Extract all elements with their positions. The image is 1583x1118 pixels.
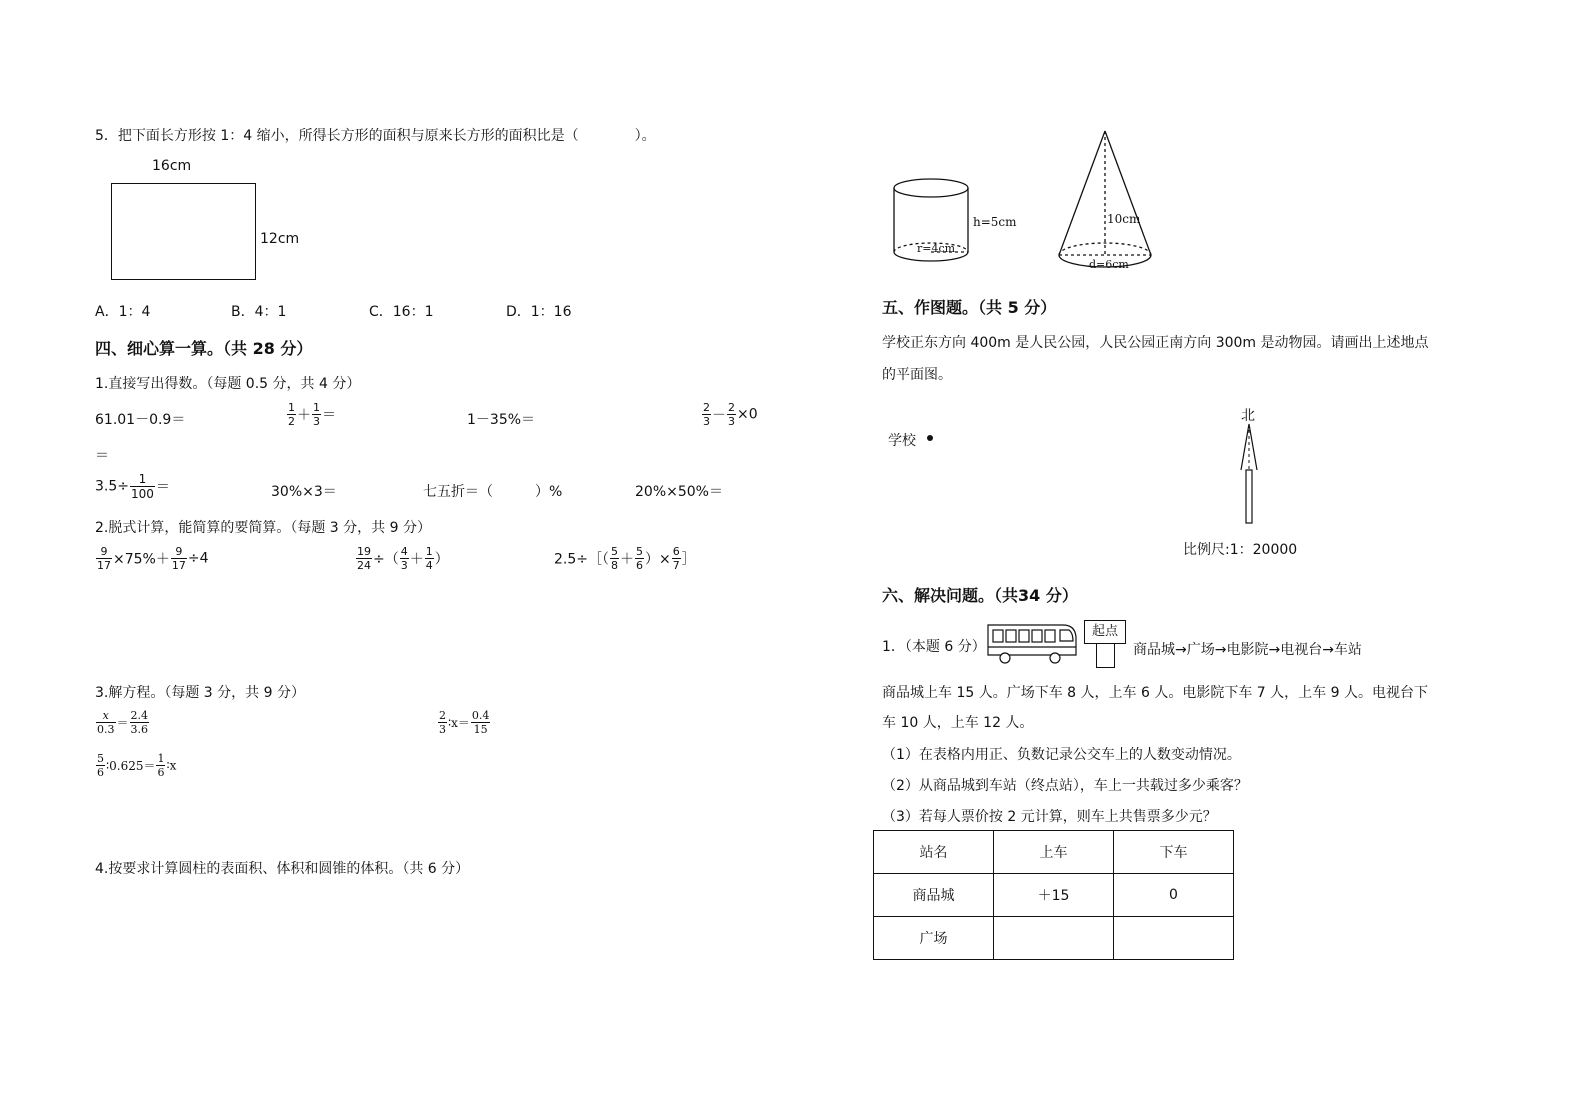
expr-1: $\frac{9}{17}$ ×75%＋ $\frac{9}{17}$ ÷4: [97, 545, 209, 572]
table-cell: 广场: [874, 917, 994, 960]
option-b: B．4：1: [231, 304, 287, 320]
table-header: 站名: [874, 831, 994, 874]
q6-sub-3: （3）若每人票价按 2 元计算，则车上共售票多少元？: [882, 809, 1217, 825]
rectangle-figure: [111, 183, 256, 280]
table-cell: 商品城: [874, 874, 994, 917]
calc-r2c3: 七五折＝（ ）%: [423, 484, 563, 500]
table-header: 上车: [994, 831, 1114, 874]
equation-1: $\frac{x}{0.3}$ ＝ $\frac{2.4}{3.6}$: [97, 709, 149, 736]
section-5-title: 五、作图题。（共 5 分）: [882, 298, 1057, 317]
q6-para-1: 商品城上车 15 人。广场下车 8 人，上车 6 人。电影院下车 7 人，上车 9 人。电视台下: [882, 685, 1428, 701]
section-5-line-1: 学校正东方向 400m 是人民公园，人民公园正南方向 300m 是动物园。请画出上述地点: [882, 335, 1429, 351]
calc-r2c2: 30%×3＝: [271, 484, 337, 500]
q6-sub-2: （2）从商品城到车站（终点站），车上一共载过多少乘客？: [882, 778, 1248, 794]
equation-2: $\frac{2}{3}$ ∶x＝ $\frac{0.4}{15}$: [439, 709, 490, 736]
north-arrow-icon: [1238, 422, 1260, 526]
table-header-row: [874, 831, 1234, 874]
rect-width-label: 16cm: [152, 158, 192, 174]
calc-r1c4: $\frac{2}{3}$ － $\frac{2}{3}$ ×0: [703, 401, 758, 428]
q2-label: 2.脱式计算，能简算的要简算。（每题 3 分，共 9 分）: [95, 520, 431, 536]
rect-height-label: 12cm: [260, 231, 300, 247]
cone-shape: [1059, 131, 1151, 267]
option-a: A．1：4: [95, 304, 151, 320]
cylinder-cone-figure: [885, 125, 1175, 285]
table-row: [874, 874, 1234, 917]
section-5-line-2: 的平面图。: [882, 367, 952, 383]
section-6-title: 六、解决问题。（共34 分）: [882, 586, 1078, 605]
q3-label: 3.解方程。（每题 3 分，共 9 分）: [95, 685, 305, 701]
bus-icon: [985, 621, 1079, 667]
cylinder-height-label: h=5cm: [973, 215, 1017, 229]
calc-r2c4: 20%×50%＝: [635, 484, 723, 500]
q4-label: 4.按要求计算圆柱的表面积、体积和圆锥的体积。（共 6 分）: [95, 861, 470, 877]
calc-r2c1: 3.5÷ $\frac{1}{100}$ ＝: [95, 472, 170, 501]
q6-1-label: 1．（本题 6 分）: [882, 639, 986, 655]
calc-r1c1: 61.01－0.9＝: [95, 412, 186, 428]
calc-r1c3: 1－35%＝: [467, 412, 536, 428]
cone-diameter-label: d=6cm: [1089, 258, 1129, 271]
option-c: C．16：1: [369, 304, 434, 320]
table-cell: ＋15: [994, 874, 1114, 917]
expr-2: $\frac{19}{24}$ ÷（ $\frac{4}{3}$ ＋ $\frac{1}{4}$ ）: [357, 545, 449, 572]
question-5-text: 5．把下面长方形按 1：4 缩小，所得长方形的面积与原来长方形的面积比是（ ）。: [95, 128, 656, 144]
section-4-title: 四、细心算一算。（共 28 分）: [95, 339, 313, 358]
bus-route: 商品城→广场→电影院→电视台→车站: [1133, 642, 1362, 658]
start-sign: 起点: [1084, 620, 1126, 644]
scale-label: 比例尺:1：20000: [1183, 542, 1298, 558]
expr-3: 2.5÷［（ $\frac{5}{8}$ ＋ $\frac{5}{6}$ ）× $\frac{6}{7}$ ］: [554, 545, 696, 572]
passenger-table: [873, 830, 1234, 960]
table-row: [874, 917, 1234, 960]
table-cell[interactable]: [1114, 917, 1234, 960]
q6-sub-1: （1）在表格内用正、负数记录公交车上的人数变动情况。: [882, 747, 1241, 763]
start-sign-post: [1096, 643, 1115, 668]
cone-height-label: 10cm: [1107, 212, 1141, 226]
option-d: D．1：16: [506, 304, 572, 320]
cylinder-radius-label: r=4cm: [917, 242, 956, 255]
equation-3: $\frac{5}{6}$ ∶0.625＝ $\frac{1}{6}$ ∶x: [97, 752, 177, 779]
table-cell: 0: [1114, 874, 1234, 917]
calc-r1c2: $\frac{1}{2}$ ＋ $\frac{1}{3}$ ＝: [288, 401, 336, 428]
table-header: 下车: [1114, 831, 1234, 874]
q1-label: 1.直接写出得数。（每题 0.5 分，共 4 分）: [95, 376, 361, 392]
table-cell[interactable]: [994, 917, 1114, 960]
north-label: 北: [1241, 408, 1255, 424]
calc-r1c4-equals: ＝: [95, 448, 109, 464]
q6-para-2: 车 10 人，上车 12 人。: [882, 715, 1034, 731]
school-label: 学校: [888, 433, 916, 449]
school-dot: [927, 435, 933, 441]
